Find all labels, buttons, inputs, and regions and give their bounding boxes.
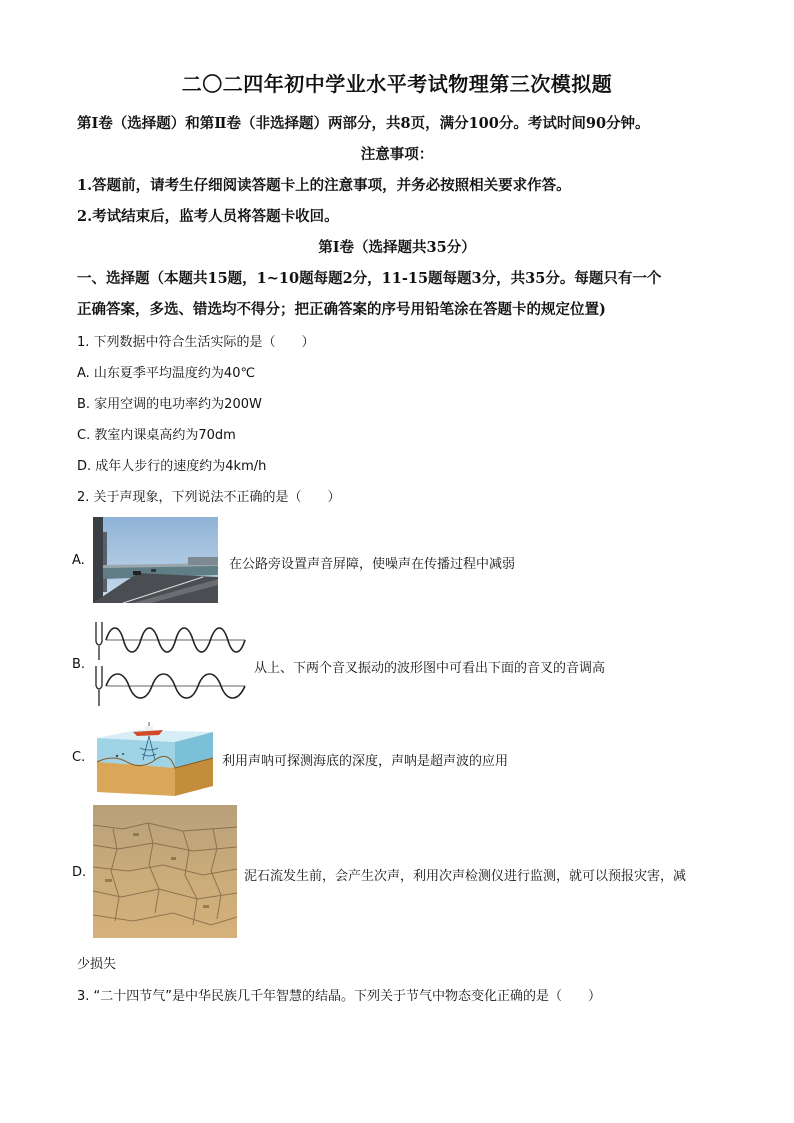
notice-item-2: 2.考试结束后，监考人员将答题卡收回。 [77,208,339,225]
exam-title: 二〇二四年初中学业水平考试物理第三次模拟题 [181,72,613,96]
notice-heading: 注意事项： [360,146,434,163]
question-2-option-c-text: 利用声呐可探测海底的深度，声呐是超声波的应用 [222,754,509,769]
question-3-stem: 3. “二十四节气”是中华民族几千年智慧的结晶。下列关于节气中物态变化正确的是（ ） [77,989,602,1004]
question-2-option-a-label: A. [72,553,85,568]
question-1-option-b: B. 家用空调的电功率约为200W [77,397,262,412]
question-2-stem: 2. 关于声现象，下列说法不正确的是（ ） [77,490,341,505]
question-2-option-b-label: B. [72,657,86,672]
exam-intro: 第Ⅰ卷（选择题）和第Ⅱ卷（非选择题）两部分，共8页，满分100分。考试时间90分钟。 [77,115,650,132]
question-2-option-d-text: 泥石流发生前，会产生次声，利用次声检测仪进行监测，就可以预报灾害，减 [244,869,687,884]
question-1-option-c: C. 教室内课桌高约为70dm [77,428,236,443]
question-1-option-a: A. 山东夏季平均温度约为40℃ [77,366,256,381]
notice-item-1: 1.答题前，请考生仔细阅读答题卡上的注意事项，并务必按照相关要求作答。 [77,177,571,194]
question-2-option-a-text: 在公路旁设置声音屏障，使噪声在传播过程中减弱 [229,557,516,572]
question-1-option-d: D. 成年人步行的速度约为4km/h [77,459,267,474]
section-instructions-line1: 一、选择题（本题共15题，1~10题每题2分，11-15题每题3分，共35分。每题只有一个 [77,270,662,287]
section-instructions-line2: 正确答案，多选、错选均不得分；把正确答案的序号用铅笔涂在答题卡的规定位置) [77,301,606,318]
question-1-stem: 1. 下列数据中符合生活实际的是（ ） [77,335,315,350]
question-2-option-c-label: C. [72,750,86,765]
section-heading: 第Ⅰ卷（选择题共35分） [318,239,476,256]
mudflow-terrain-photo [93,805,237,938]
question-2-option-d-label: D. [72,865,87,880]
sonar-seabed-figure [93,718,217,798]
tuning-fork-waveform-figure [93,620,248,710]
question-2-option-d-text-cont: 少损失 [77,957,117,972]
noise-barrier-photo [93,517,218,603]
question-2-option-b-text: 从上、下两个音叉振动的波形图中可看出下面的音叉的音调高 [254,661,606,676]
